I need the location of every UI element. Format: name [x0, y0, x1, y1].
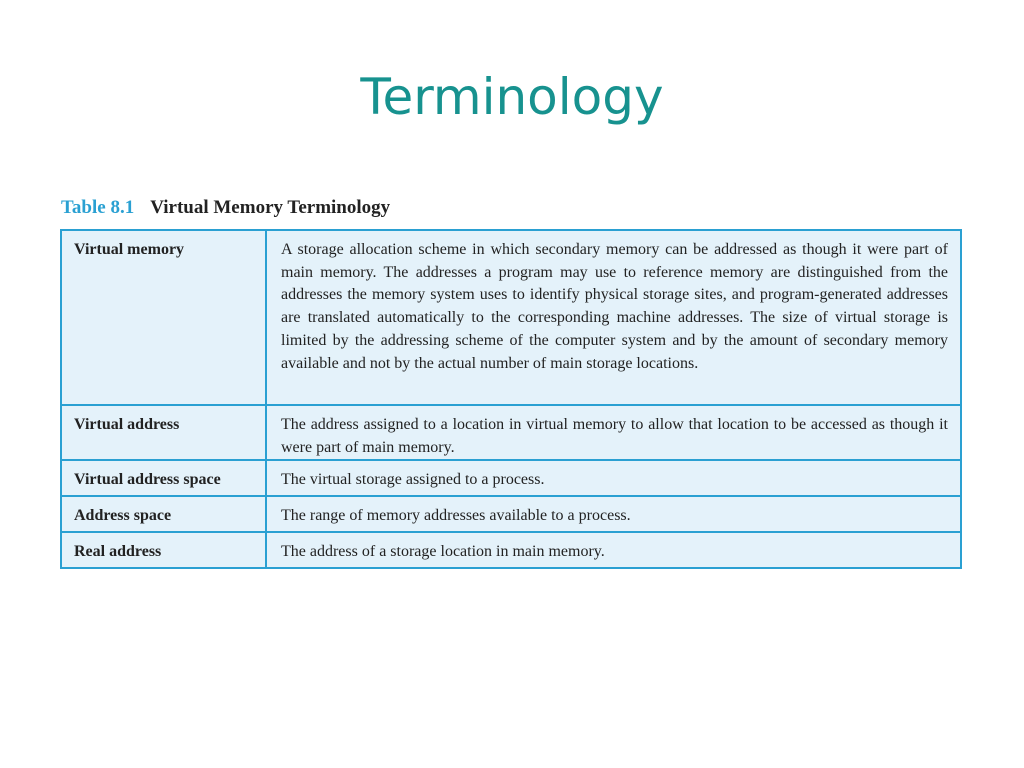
terminology-table — [60, 229, 962, 569]
table-caption-title: Virtual Memory Terminology — [150, 197, 391, 218]
table-row — [61, 230, 961, 405]
table-caption-number: Table 8.1 — [61, 197, 135, 218]
definition-cell: The range of memory addresses available to a process. — [266, 496, 961, 532]
definition-cell: A storage allocation scheme in which secondary memory can be addressed as though it were part of main memory. The addresses a program may use to reference memory are distinguished from the addresses the memory system uses to identify physical storage sites, and program-generated addresses are translated automatically to the corresponding machine addresses. The size of virtual storage is limited by the addressing scheme of the computer system and by the amount of secondary memory available and not by the actual number of main storage locations. — [266, 230, 961, 405]
table-row — [61, 496, 961, 532]
term-cell: Address space — [61, 496, 266, 532]
term-cell: Real address — [61, 532, 266, 568]
term-cell: Virtual address — [61, 405, 266, 460]
table-row — [61, 460, 961, 496]
definition-cell: The address assigned to a location in virtual memory to allow that location to be accessed as though it were part of main memory. — [266, 405, 961, 460]
table-caption — [61, 196, 390, 220]
term-cell: Virtual address space — [61, 460, 266, 496]
term-cell: Virtual memory — [61, 230, 266, 405]
definition-cell: The address of a storage location in main memory. — [266, 532, 961, 568]
table-row — [61, 405, 961, 460]
definition-cell: The virtual storage assigned to a process. — [266, 460, 961, 496]
table-row — [61, 532, 961, 568]
slide-title: Terminology — [360, 68, 664, 126]
